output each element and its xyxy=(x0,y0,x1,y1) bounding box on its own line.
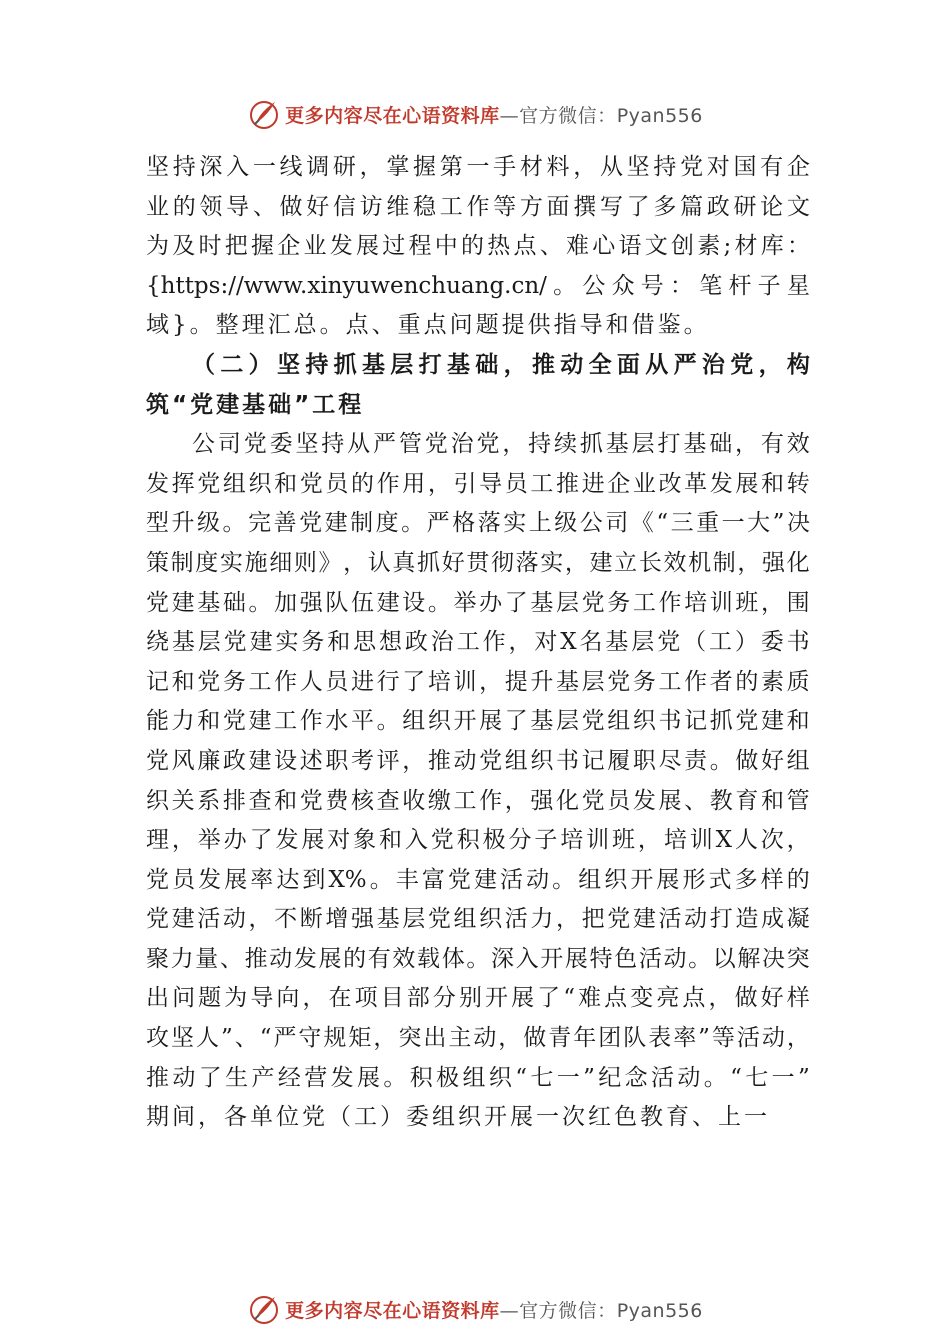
paragraph-line: 能 力 和 党 建 工 作 水 平 。 组 织 开 展 了 基 层 党 组 织 书 记 抓 党 建 和 xyxy=(146,708,810,735)
paragraph-line: 发 挥 党 组 织 和 党 员 的 作 用 ， 引 导 员 工 推 进 企 业 改 革 发 展 和 转 xyxy=(146,470,810,497)
paragraph-line: 党 建 活 动 ， 不 断 增 强 基 层 党 组 织 活 力 ， 把 党 建 活 动 打 造 成 凝 xyxy=(146,906,810,933)
paragraph-line: 业 的 领 导 、 做 好 信 访 维 稳 工 作 等 方 面 撰 写 了 多 篇 政 研 论 文 xyxy=(146,193,810,220)
paragraph-line: 公 司 党 委 坚 持 从 严 管 党 治 党 ， 持 续 抓 基 层 打 基 础 ， 有 效 xyxy=(192,431,810,458)
paragraph-line: 党 建 基 础 。 加 强 队 伍 建 设 。 举 办 了 基 层 党 务 工 作 培 训 班 ， 围 xyxy=(146,589,810,616)
paragraph-line: 攻 坚 人 ” 、 “ 严 守 规 矩 ， 突 出 主 动 ， 做 青 年 团 队 表 率 ” 等 活 动 ， xyxy=(146,1025,810,1052)
banner-text xyxy=(285,101,703,128)
paragraph-line: 期间，各单位党（工）委组织开展一次红色教育、上一 xyxy=(146,1104,770,1131)
paragraph-line: 型 升 级 。 完 善 党 建 制 度 。 严 格 落 实 上 级 公 司 《 “ 三 重 一 大 ” 决 xyxy=(146,510,810,537)
paragraph-line: 聚 力 量 、 推 动 发 展 的 有 效 载 体 。 深 入 开 展 特 色 活 动 。 以 解 决 突 xyxy=(146,945,810,972)
quill-logo-icon xyxy=(247,97,281,131)
banner-wechat-id: Pyan556 xyxy=(616,104,703,127)
quill-logo-icon xyxy=(247,1292,281,1326)
banner-brand: 更多内容尽在心语资料库 xyxy=(285,104,500,127)
banner-brand: 更多内容尽在心语资料库 xyxy=(285,1299,500,1322)
banner-wechat-id: Pyan556 xyxy=(616,1299,703,1322)
paragraph-line: 为 及 时 把 握 企 业 发 展 过 程 中 的 热 点 、 难 心 语 文 创 素 ; 材 库 ： xyxy=(146,233,810,260)
paragraph-line: 坚 持 深 入 一 线 调 研 ， 掌 握 第 一 手 材 料 ， 从 坚 持 党 对 国 有 企 xyxy=(146,154,810,180)
paragraph-line: 策 制 度 实 施 细 则 》 ， 认 真 抓 好 贯 彻 落 实 ， 建 立 长 效 机 制 ， 强 化 xyxy=(146,549,810,576)
section-heading-line: （ 二 ） 坚 持 抓 基 层 打 基 础 ， 推 动 全 面 从 严 治 党 ， 构 xyxy=(192,351,810,378)
banner-label: 官方微信： xyxy=(519,104,617,127)
footer-banner xyxy=(0,1289,950,1329)
banner-label: 官方微信： xyxy=(519,1299,617,1322)
paragraph-line: 党 员 发 展 率 达 到 X% 。 丰 富 党 建 活 动 。 组 织 开 展 形 式 多 样 的 xyxy=(146,866,810,893)
paragraph-line: 域}。整理汇总。点、重点问题提供指导和借鉴。 xyxy=(146,312,710,339)
banner-dash: — xyxy=(499,104,520,127)
banner-dash: — xyxy=(499,1299,520,1322)
header-banner xyxy=(0,94,950,134)
paragraph-line: 织 关 系 排 查 和 党 费 核 查 收 缴 工 作 ， 强 化 党 员 发 展 、 教 育 和 管 xyxy=(146,787,810,814)
paragraph-line: 记 和 党 务 工 作 人 员 进 行 了 培 训 ， 提 升 基 层 党 务 工 作 者 的 素 质 xyxy=(146,668,810,695)
banner-text xyxy=(285,1296,703,1323)
paragraph-line: 推 动 了 生 产 经 营 发 展 。 积 极 组 织 “ 七 一 ” 纪 念 活 动 。 “ 七 一 ” xyxy=(146,1064,810,1091)
paragraph-line: 绕 基 层 党 建 实 务 和 思 想 政 治 工 作 ， 对 X 名 基 层 党 （ 工 ） 委 书 xyxy=(146,629,810,656)
paragraph-line: 理 ， 举 办 了 发 展 对 象 和 入 党 积 极 分 子 培 训 班 ， 培 训 X 人 次 ， xyxy=(146,827,810,854)
paragraph-line: 出 问 题 为 导 向 ， 在 项 目 部 分 别 开 展 了 “ 难 点 变 亮 点 ， 做 好 样 xyxy=(146,985,810,1012)
paragraph-line: {https://www.xinyuwenchuang.cn/ 。 公 众 号 ： 笔 杆 子 星 xyxy=(146,272,810,299)
document-body xyxy=(146,148,810,1138)
paragraph-line: 党 风 廉 政 建 设 述 职 考 评 ， 推 动 党 组 织 书 记 履 职 尽 责 。 做 好 组 xyxy=(146,747,810,774)
section-heading-line: 筑“党建基础”工程 xyxy=(146,391,365,418)
